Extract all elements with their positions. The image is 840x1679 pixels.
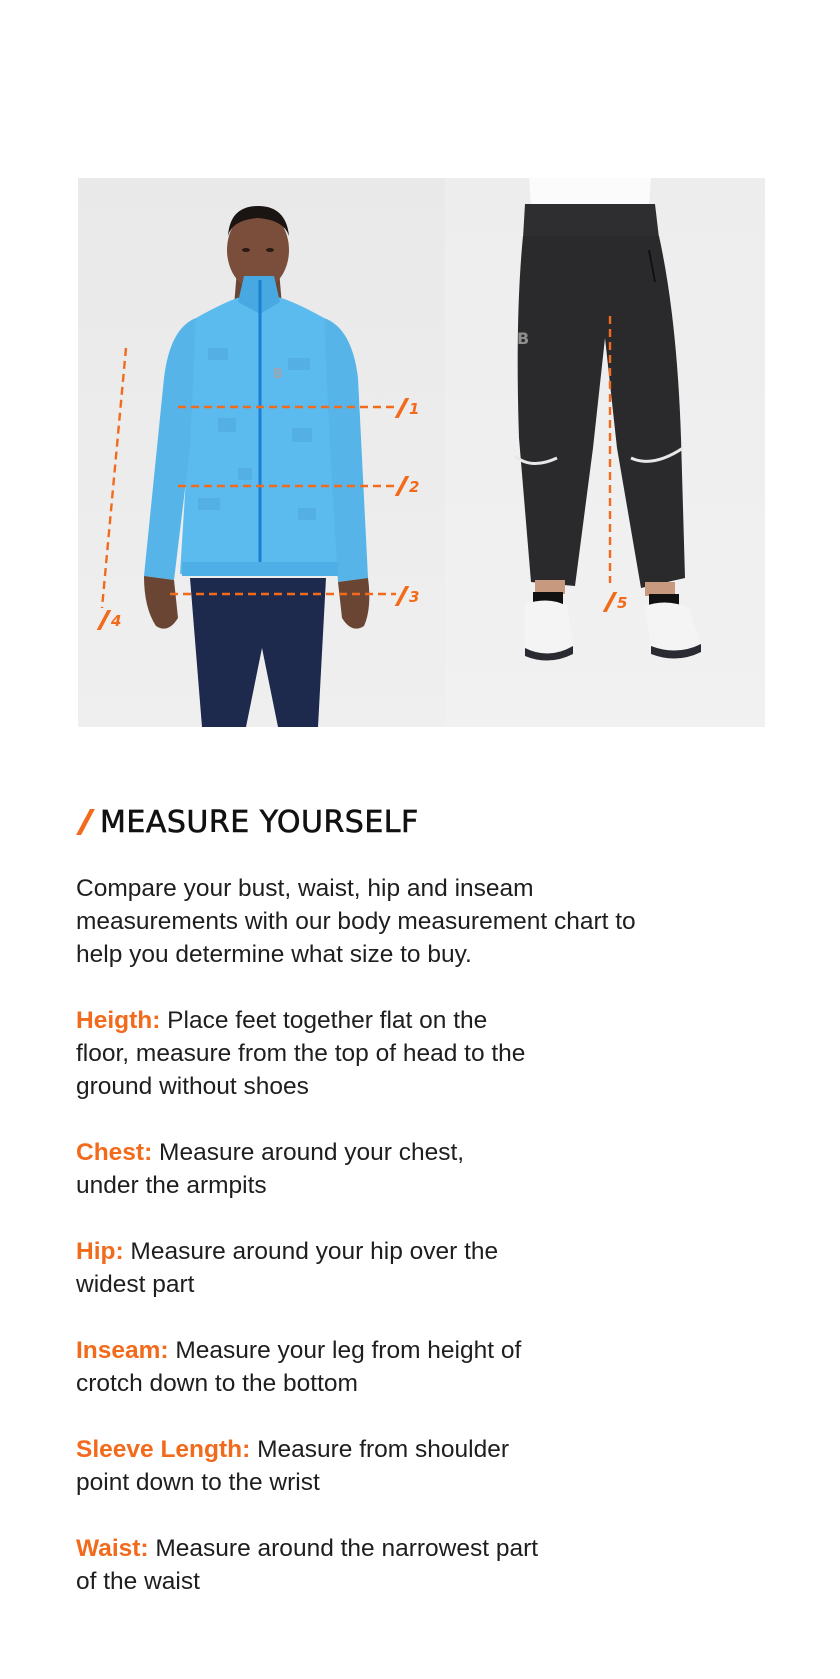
- definition-term: Hip:: [76, 1238, 124, 1265]
- definition-text: Measure your leg from height of crotch down to the bottom: [76, 1337, 522, 1397]
- definition-text: Measure around the narrowest part of the waist: [76, 1535, 539, 1595]
- definition-term: Sleeve Length:: [76, 1436, 251, 1463]
- marker-5: 5: [608, 592, 627, 612]
- slash-icon: [76, 809, 95, 835]
- marker-1: 1: [400, 398, 419, 418]
- definition-hip: [76, 1235, 556, 1301]
- definition-text: Place feet together flat on the floor, measure from the top of head to the ground without shoes: [76, 1007, 526, 1100]
- section-title: MEASURE YOURSELF: [100, 804, 419, 840]
- marker-2: 2: [400, 476, 419, 496]
- measurement-figure: [78, 178, 765, 727]
- definition-term: Heigth:: [76, 1007, 161, 1034]
- definition-term: Waist:: [76, 1535, 149, 1562]
- definition-text: Measure around your hip over the widest part: [76, 1238, 499, 1298]
- definition-term: Chest:: [76, 1139, 153, 1166]
- definition-term: Inseam:: [76, 1337, 169, 1364]
- definition-sleeve-length: [76, 1433, 566, 1499]
- definition-waist: [76, 1532, 546, 1598]
- jacket-model-illustration: [78, 178, 445, 727]
- definition-chest: [76, 1136, 516, 1202]
- pants-model-photo: [445, 178, 765, 727]
- definition-text: Measure from shoulder point down to the wrist: [76, 1436, 509, 1496]
- svg-text:B: B: [273, 367, 283, 382]
- intro-paragraph: Compare your bust, waist, hip and inseam measurements with our body measurement chart to help you determine what size to buy.: [76, 875, 636, 968]
- definition-inseam: [76, 1334, 546, 1400]
- definition-height: [76, 1004, 546, 1103]
- pants-model-illustration: [445, 178, 765, 727]
- definition-text: Measure around your chest, under the armpits: [76, 1139, 465, 1199]
- marker-4: 4: [102, 610, 121, 630]
- section-heading: [76, 800, 696, 844]
- measure-yourself-section: [76, 800, 696, 1598]
- jacket-model-photo: [78, 178, 445, 727]
- marker-3: 3: [400, 586, 419, 606]
- svg-text:B: B: [517, 329, 530, 348]
